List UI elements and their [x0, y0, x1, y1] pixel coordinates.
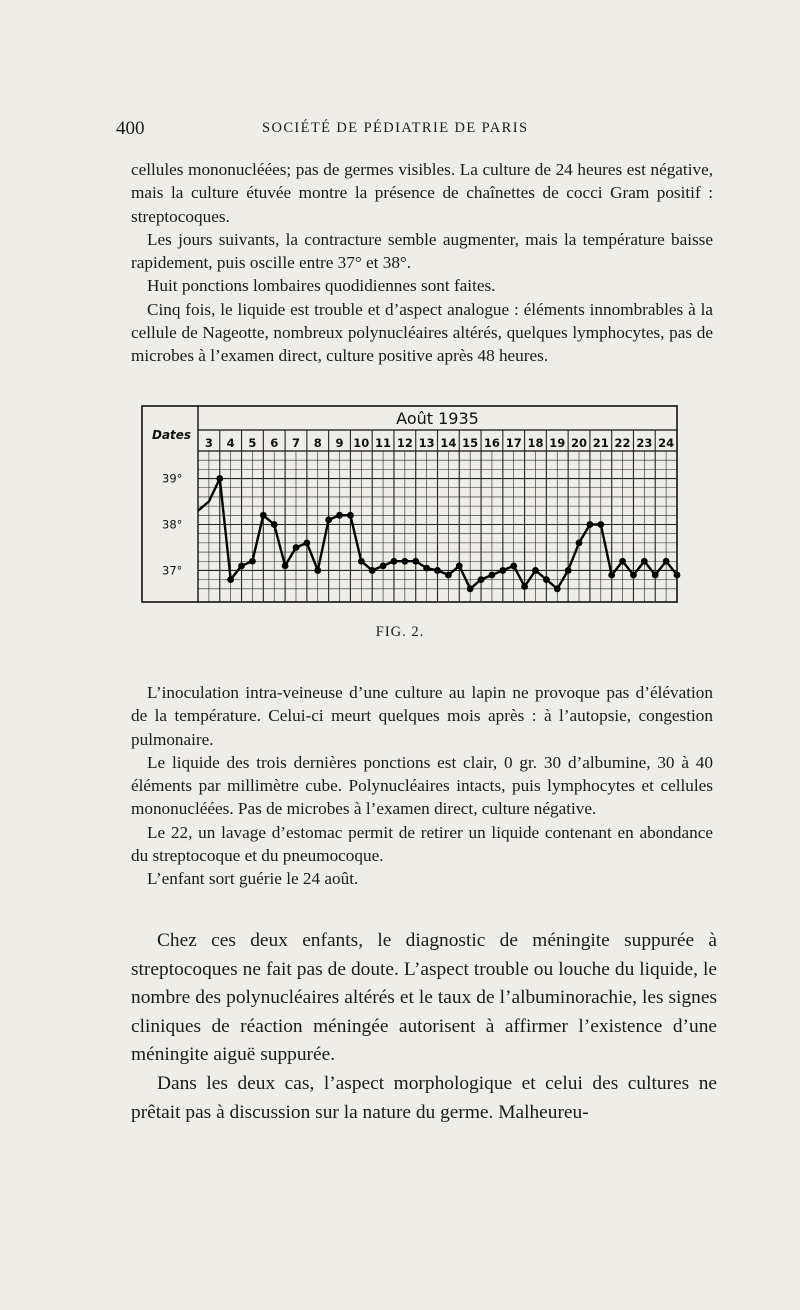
date-label: 19 — [549, 436, 566, 450]
temperature-point — [543, 576, 550, 583]
date-label: 20 — [571, 436, 588, 450]
temperature-point — [303, 539, 310, 546]
temperature-point — [216, 475, 223, 482]
temperature-point — [238, 562, 245, 569]
date-label: 21 — [592, 436, 609, 450]
temperature-point — [423, 565, 430, 572]
temperature-point — [271, 521, 278, 528]
date-label: 11 — [375, 436, 392, 450]
temperature-point — [391, 558, 398, 565]
date-label: 18 — [527, 436, 544, 450]
temperature-point — [249, 558, 256, 565]
y-tick-label: 39° — [162, 471, 183, 486]
figure-caption: FIG. 2. — [375, 624, 425, 640]
temperature-point — [282, 562, 289, 569]
temperature-point — [532, 567, 539, 574]
y-tick-label: 37° — [162, 563, 183, 578]
paragraph: L’inoculation intra-veineuse d’une culture au lapin ne provoque pas d’élévation de la température. Celui-ci meurt quelques mois après : à l’autopsie, congestion pulmonaire. — [131, 683, 713, 749]
temperature-point — [227, 576, 234, 583]
paragraph: cellules mononucléées; pas de germes visibles. La culture de 24 heures est négative, mais la culture étuvée montre la présence de chaînettes de cocci Gram positif : streptocoques. — [131, 160, 713, 226]
date-label: 16 — [483, 436, 500, 450]
temperature-point — [652, 572, 659, 579]
chart-title: Août 1935 — [396, 409, 479, 428]
date-label: 5 — [248, 436, 257, 450]
date-label: 23 — [636, 436, 653, 450]
temperature-point — [467, 585, 474, 592]
paragraph: Chez ces deux enfants, le diagnostic de méningite suppurée à streptocoques ne fait pas de doute. L’aspect trouble ou louche du liquide, le nombre des polynucléaires altérés et le taux de l’albuminorachie, les signes cliniques de réaction méningée autorisent à affirmer l’existence d’une méningite aiguë suppurée. — [131, 930, 717, 1066]
temperature-point — [554, 585, 561, 592]
temperature-point — [489, 572, 496, 579]
temperature-point — [597, 521, 604, 528]
temperature-point — [478, 576, 485, 583]
temperature-point — [510, 562, 517, 569]
temperature-point — [358, 558, 365, 565]
temperature-point — [619, 558, 626, 565]
temperature-point — [663, 558, 670, 565]
conclusion-text — [131, 927, 717, 1127]
temperature-chart — [140, 403, 685, 609]
temperature-point — [293, 544, 300, 551]
temperature-point — [456, 562, 463, 569]
temperature-point — [434, 567, 441, 574]
temperature-point — [565, 567, 572, 574]
date-label: 12 — [396, 436, 413, 450]
temperature-point — [347, 512, 354, 519]
temperature-point — [521, 583, 528, 590]
date-label: 24 — [658, 436, 675, 450]
temperature-point — [314, 567, 321, 574]
chart-row-label: Dates — [152, 428, 192, 442]
temperature-point — [630, 572, 637, 579]
body-text-after-figure — [131, 681, 713, 891]
paragraph: Huit ponctions lombaires quodidiennes sont faites. — [147, 276, 496, 296]
temperature-point — [445, 572, 452, 579]
temperature-chart-svg — [140, 403, 685, 609]
date-label: 15 — [462, 436, 479, 450]
temperature-point — [401, 558, 408, 565]
paragraph: L’enfant sort guérie le 24 août. — [147, 869, 359, 889]
date-label: 13 — [418, 436, 435, 450]
temperature-point — [576, 539, 583, 546]
running-title: SOCIÉTÉ DE PÉDIATRIE DE PARIS — [262, 120, 529, 136]
paragraph: Le 22, un lavage d’estomac permit de retirer un liquide contenant en abondance du streptocoque et du pneumocoque. — [131, 822, 713, 866]
running-header — [0, 118, 800, 142]
temperature-point — [587, 521, 594, 528]
paragraph: Dans les deux cas, l’aspect morphologique et celui des cultures ne prêtait pas à discussion sur la nature du germe. Malheureu- — [131, 1072, 717, 1123]
temperature-point — [380, 562, 387, 569]
temperature-point — [674, 572, 681, 579]
date-label: 22 — [614, 436, 631, 450]
date-label: 10 — [353, 436, 370, 450]
date-label: 6 — [270, 436, 279, 450]
date-label: 4 — [226, 436, 235, 450]
temperature-point — [369, 567, 376, 574]
temperature-point — [499, 567, 506, 574]
date-label: 9 — [335, 436, 344, 450]
temperature-point — [608, 572, 615, 579]
temperature-point — [641, 558, 648, 565]
date-label: 3 — [204, 436, 213, 450]
page-number: 400 — [116, 118, 145, 139]
paragraph: Les jours suivants, la contracture semble augmenter, mais la température baisse rapidement, puis oscille entre 37° et 38°. — [131, 229, 713, 273]
y-tick-label: 38° — [162, 517, 183, 532]
body-text-before-figure — [131, 158, 713, 368]
temperature-point — [260, 512, 267, 519]
date-label: 14 — [440, 436, 457, 450]
temperature-point — [325, 517, 332, 524]
date-label: 8 — [313, 436, 322, 450]
date-label: 7 — [291, 436, 300, 450]
temperature-point — [336, 512, 343, 519]
temperature-point — [412, 558, 419, 565]
paragraph: Cinq fois, le liquide est trouble et d’aspect analogue : éléments innombrables à la cellule de Nageotte, nombreux polynucléaires altérés, quelques lymphocytes, pas de microbes à l’examen direct, culture positive après 48 heures. — [131, 299, 713, 366]
date-label: 17 — [505, 436, 522, 450]
paragraph: Le liquide des trois dernières ponctions est clair, 0 gr. 30 d’albumine, 30 à 40 éléments par millimètre cube. Polynucléaires intacts, puis lymphocytes et cellules mononucléées. Pas de microbes à l’examen direct, culture négative. — [131, 752, 713, 819]
